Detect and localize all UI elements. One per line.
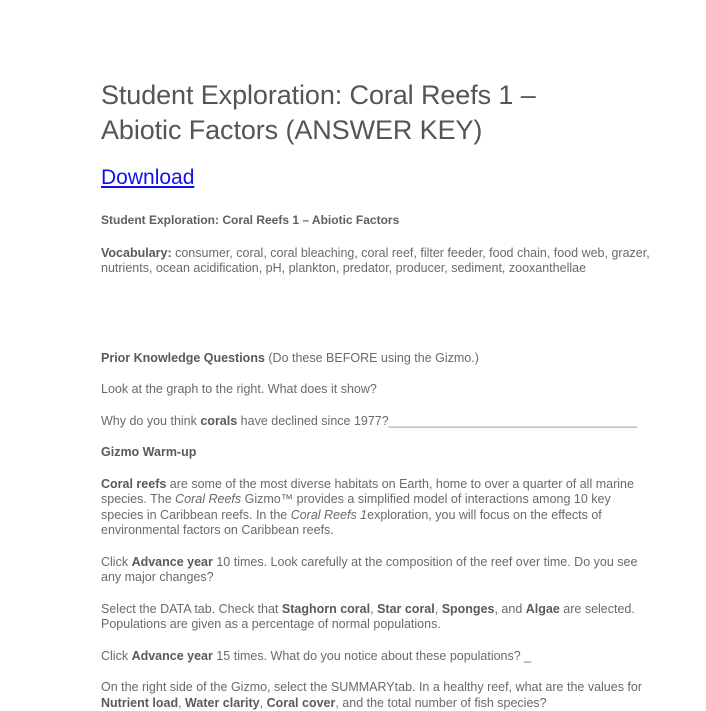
sponges-bold: Sponges <box>441 601 495 616</box>
warmup-paragraph-3 <box>101 602 650 633</box>
warmup-p1-text-b: Gizmo™ provides a simplified model of interactions among 10 key species in Caribbean reefs. In the <box>101 492 611 522</box>
prior-knowledge-heading-rest: (Do these BEFORE using the Gizmo.) <box>264 350 479 365</box>
warmup-p2-text-a: Click <box>101 554 132 569</box>
download-link[interactable]: Download <box>101 166 195 190</box>
algae-bold: Algae <box>525 601 560 616</box>
warmup-p3-text-a: Select the DATA tab. Check that <box>101 601 282 616</box>
staghorn-coral-bold: Staghorn coral <box>281 601 371 616</box>
warmup-paragraph-1 <box>101 477 650 539</box>
star-coral-bold: Star coral <box>377 601 435 616</box>
gizmo-warmup-heading: Gizmo Warm-up <box>101 445 197 460</box>
coral-reefs-bold-term: Coral reefs <box>101 476 167 491</box>
warmup-p5-text-d: , and the total number of fish species? <box>335 695 547 710</box>
warmup-p4-text-a: Click <box>101 648 132 663</box>
warmup-p5-sep-2: , <box>259 695 267 710</box>
warmup-p3-sep-2: , <box>434 601 442 616</box>
advance-year-bold-2: Advance year <box>131 648 213 663</box>
prior-knowledge-question-1: Look at the graph to the right. What does it show? <box>101 382 377 397</box>
warmup-paragraph-2 <box>101 555 650 586</box>
vocabulary-label: Vocabulary: <box>101 245 172 260</box>
vocabulary-paragraph <box>101 246 650 277</box>
warmup-p2-text-b: 10 times. Look carefully at the composition of the reef over time. Do you see any major changes? <box>101 554 638 585</box>
water-clarity-bold: Water clarity <box>185 695 260 710</box>
document-subtitle: Student Exploration: Coral Reefs 1 – Abiotic Factors <box>101 213 400 228</box>
warmup-p5-text-a: On the right side of the Gizmo, select the SUMMARYtab. In a healthy reef, what are the values for <box>101 680 643 695</box>
page-title: Student Exploration: Coral Reefs 1 – Abiotic Factors (ANSWER KEY) <box>101 80 536 145</box>
nutrient-load-bold: Nutrient load <box>101 695 179 710</box>
prior-knowledge-question-2 <box>101 414 650 430</box>
warmup-p4-text-b: 15 times. What do you notice about these populations? _ <box>212 648 532 663</box>
warmup-p1-text-a: are some of the most diverse habitats on Earth, home to over a quarter of all marine species. The <box>101 476 634 507</box>
advance-year-bold-1: Advance year <box>131 554 213 569</box>
question-2-bold-term: corals <box>200 413 238 428</box>
question-2-text-start: Why do you think <box>101 413 201 428</box>
coral-cover-bold: Coral cover <box>266 695 336 710</box>
vocabulary-terms: consumer, coral, coral bleaching, coral reef, filter feeder, food chain, food web, grazer, nutrients, ocean acidification, pH, plankton, predator, producer, sediment, zooxanthellae <box>101 245 650 276</box>
warmup-p3-sep-1: , <box>370 601 378 616</box>
warmup-p3-sep-3: , and <box>494 601 526 616</box>
answer-blank-line: _______________________________________ <box>388 413 637 428</box>
warmup-p1-text-c: exploration, you will focus on the effects of environmental factors on Caribbean reefs. <box>101 507 602 538</box>
warmup-p5-sep-1: , <box>178 695 186 710</box>
prior-knowledge-heading-label: Prior Knowledge Questions <box>101 350 265 365</box>
warmup-paragraph-5 <box>101 680 650 711</box>
coral-reefs-italic-1: Coral Reefs <box>175 492 242 507</box>
question-2-text-end: have declined since 1977? <box>237 413 389 428</box>
coral-reefs-italic-2: Coral Reefs 1 <box>290 507 368 522</box>
warmup-paragraph-4 <box>101 649 650 665</box>
warmup-p3-text-e: are selected. Populations are given as a percentage of normal populations. <box>101 601 635 632</box>
prior-knowledge-heading <box>101 351 650 367</box>
section-spacer <box>101 293 650 351</box>
